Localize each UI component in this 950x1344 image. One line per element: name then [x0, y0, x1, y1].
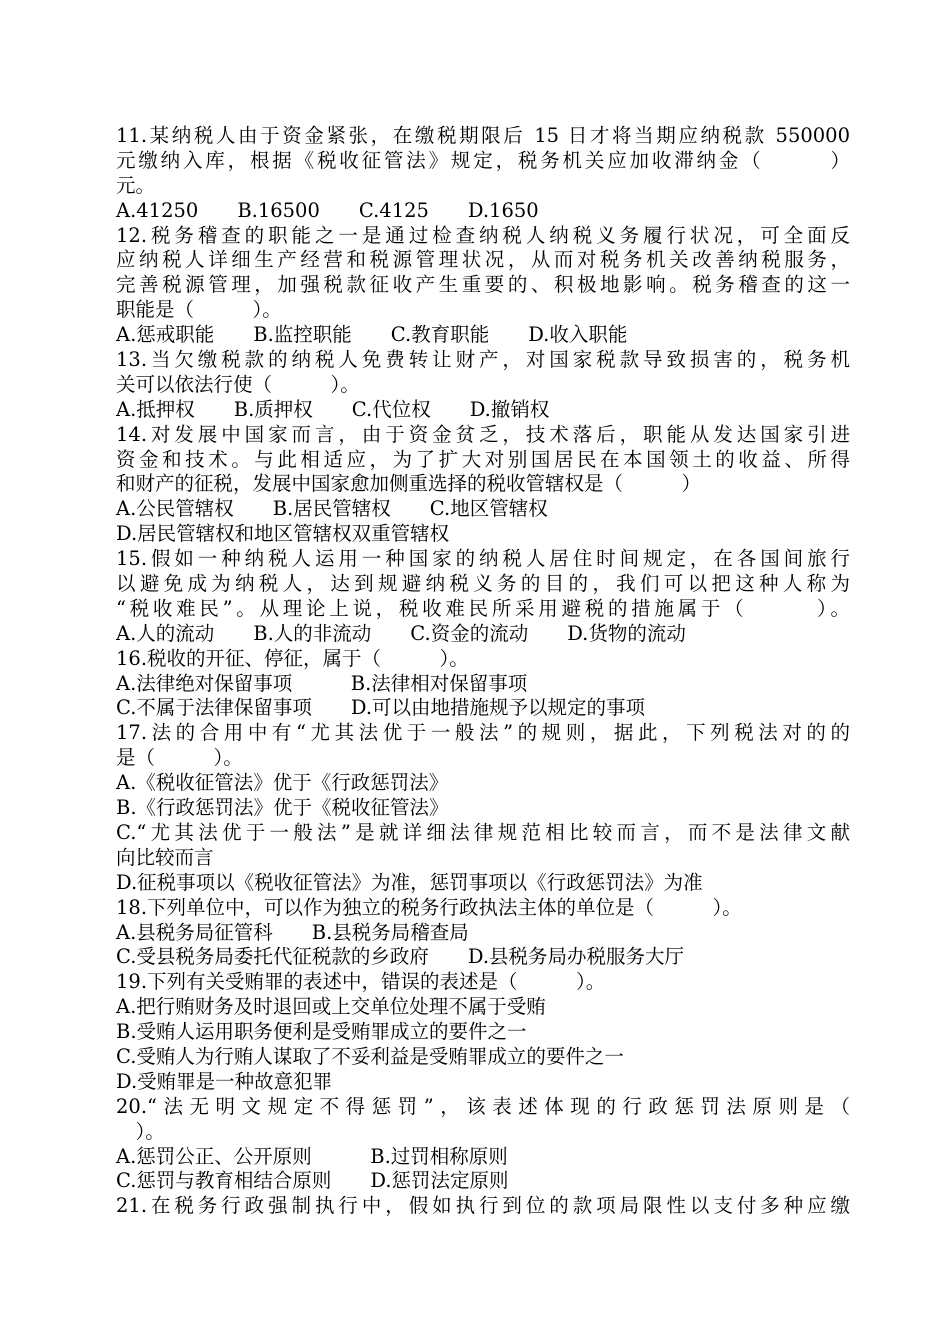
text-line: 职能是（ ）。	[116, 298, 282, 322]
text-line: A.人的流动 B.人的非流动 C.资金的流动 D.货物的流动	[116, 621, 686, 645]
text-line: A.《税收征管法》优于《行政惩罚法》	[116, 771, 449, 795]
text-line: A.41250 B.16500 C.4125 D.1650	[116, 198, 539, 222]
text-line: 和财产的征税，发展中国家愈加侧重选择的税收管辖权是（ ）	[116, 472, 702, 496]
text-line: 应纳税人详细生产经营和税源管理状况，从而对税务机关改善纳税服务，	[116, 248, 850, 272]
text-line: 14.对发展中国家而言，由于资金贫乏，技术落后，职能从发达国家引进	[116, 422, 850, 446]
text-line: A.抵押权 B.质押权 C.代位权 D.撤销权	[116, 397, 550, 421]
document-body	[116, 124, 850, 1219]
text-line: 资金和技术。与此相适应，为了扩大对别国居民在本国领土的收益、所得	[116, 447, 850, 471]
text-line: A.惩戒职能 B.监控职能 C.教育职能 D.收入职能	[116, 323, 628, 347]
text-line: B.《行政惩罚法》优于《税收征管法》	[116, 796, 449, 820]
text-line: A.县税务局征管科 B.县税务局稽查局	[116, 920, 469, 944]
text-line: 19.下列有关受贿罪的表述中，错误的表述是（ ）。	[116, 970, 606, 994]
text-line: 15.假如一种纳税人运用一种国家的纳税人居住时间规定，在各国间旅行	[116, 547, 850, 571]
text-line: 16.税收的开征、停征，属于（ ）。	[116, 646, 469, 670]
text-line: 21.在税务行政强制执行中，假如执行到位的款项局限性以支付多种应缴	[116, 1194, 850, 1218]
text-line: “税收难民”。从理论上说，税收难民所采用避税的措施属于（ ）。	[116, 596, 850, 620]
text-line: 关可以依法行使（ ）。	[116, 372, 360, 396]
text-line: 完善税源管理，加强税款征收产生重要的、积极地影响。税务稽查的这一	[116, 273, 850, 297]
text-line: 元缴纳入库，根据《税收征管法》规定，税务机关应加收滞纳金（ ）	[116, 148, 850, 172]
text-line: ）。	[116, 1119, 165, 1143]
text-line: A.惩罚公正、公开原则 B.过罚相称原则	[116, 1144, 508, 1168]
text-line: A.法律绝对保留事项 B.法律相对保留事项	[116, 671, 528, 695]
text-line: 20.“法无明文规定不得惩罚”，该表述体现的行政惩罚法原则是（	[116, 1094, 850, 1118]
text-line: D.受贿罪是一种故意犯罪	[116, 1069, 333, 1093]
text-line: C.不属于法律保留事项 D.可以由地措施规予以规定的事项	[116, 696, 646, 720]
text-line: 是（ ）。	[116, 746, 243, 770]
text-line: 11.某纳税人由于资金紧张，在缴税期限后 15 日才将当期应纳税款 550000	[116, 124, 850, 147]
text-line: 以避免成为纳税人，达到规避纳税义务的目的，我们可以把这种人称为	[116, 572, 850, 596]
text-line: A.把行贿财务及时退回或上交单位处理不属于受贿	[116, 995, 546, 1019]
text-line: B.受贿人运用职务便利是受贿罪成立的要件之一	[116, 1020, 527, 1044]
text-line: 17.法的合用中有“尤其法优于一般法”的规则，据此，下列税法对的的	[116, 721, 850, 745]
text-line: D.征税事项以《税收征管法》为准，惩罚事项以《行政惩罚法》为准	[116, 870, 703, 894]
text-line: C.受贿人为行贿人谋取了不妥利益是受贿罪成立的要件之一	[116, 1044, 624, 1068]
text-line: A.公民管辖权 B.居民管辖权 C.地区管辖权	[116, 497, 548, 521]
text-line: C.惩罚与教育相结合原则 D.惩罚法定原则	[116, 1169, 509, 1193]
text-line: 12.税务稽查的职能之一是通过检查纳税人纳税义务履行状况，可全面反	[116, 223, 850, 247]
text-line: D.居民管辖权和地区管辖权双重管辖权	[116, 522, 450, 546]
text-line: 18.下列单位中，可以作为独立的税务行政执法主体的单位是（ ）。	[116, 895, 742, 919]
text-line: C.受县税务局委托代征税款的乡政府 D.县税务局办税服务大厅	[116, 945, 685, 969]
text-line: 13.当欠缴税款的纳税人免费转让财产，对国家税款导致损害的，税务机	[116, 348, 850, 372]
text-line: 元。	[116, 173, 156, 197]
text-line: 向比较而言	[116, 845, 214, 869]
text-line: C.“尤其法优于一般法”是就详细法律规范相比较而言，而不是法律文献	[116, 820, 850, 844]
